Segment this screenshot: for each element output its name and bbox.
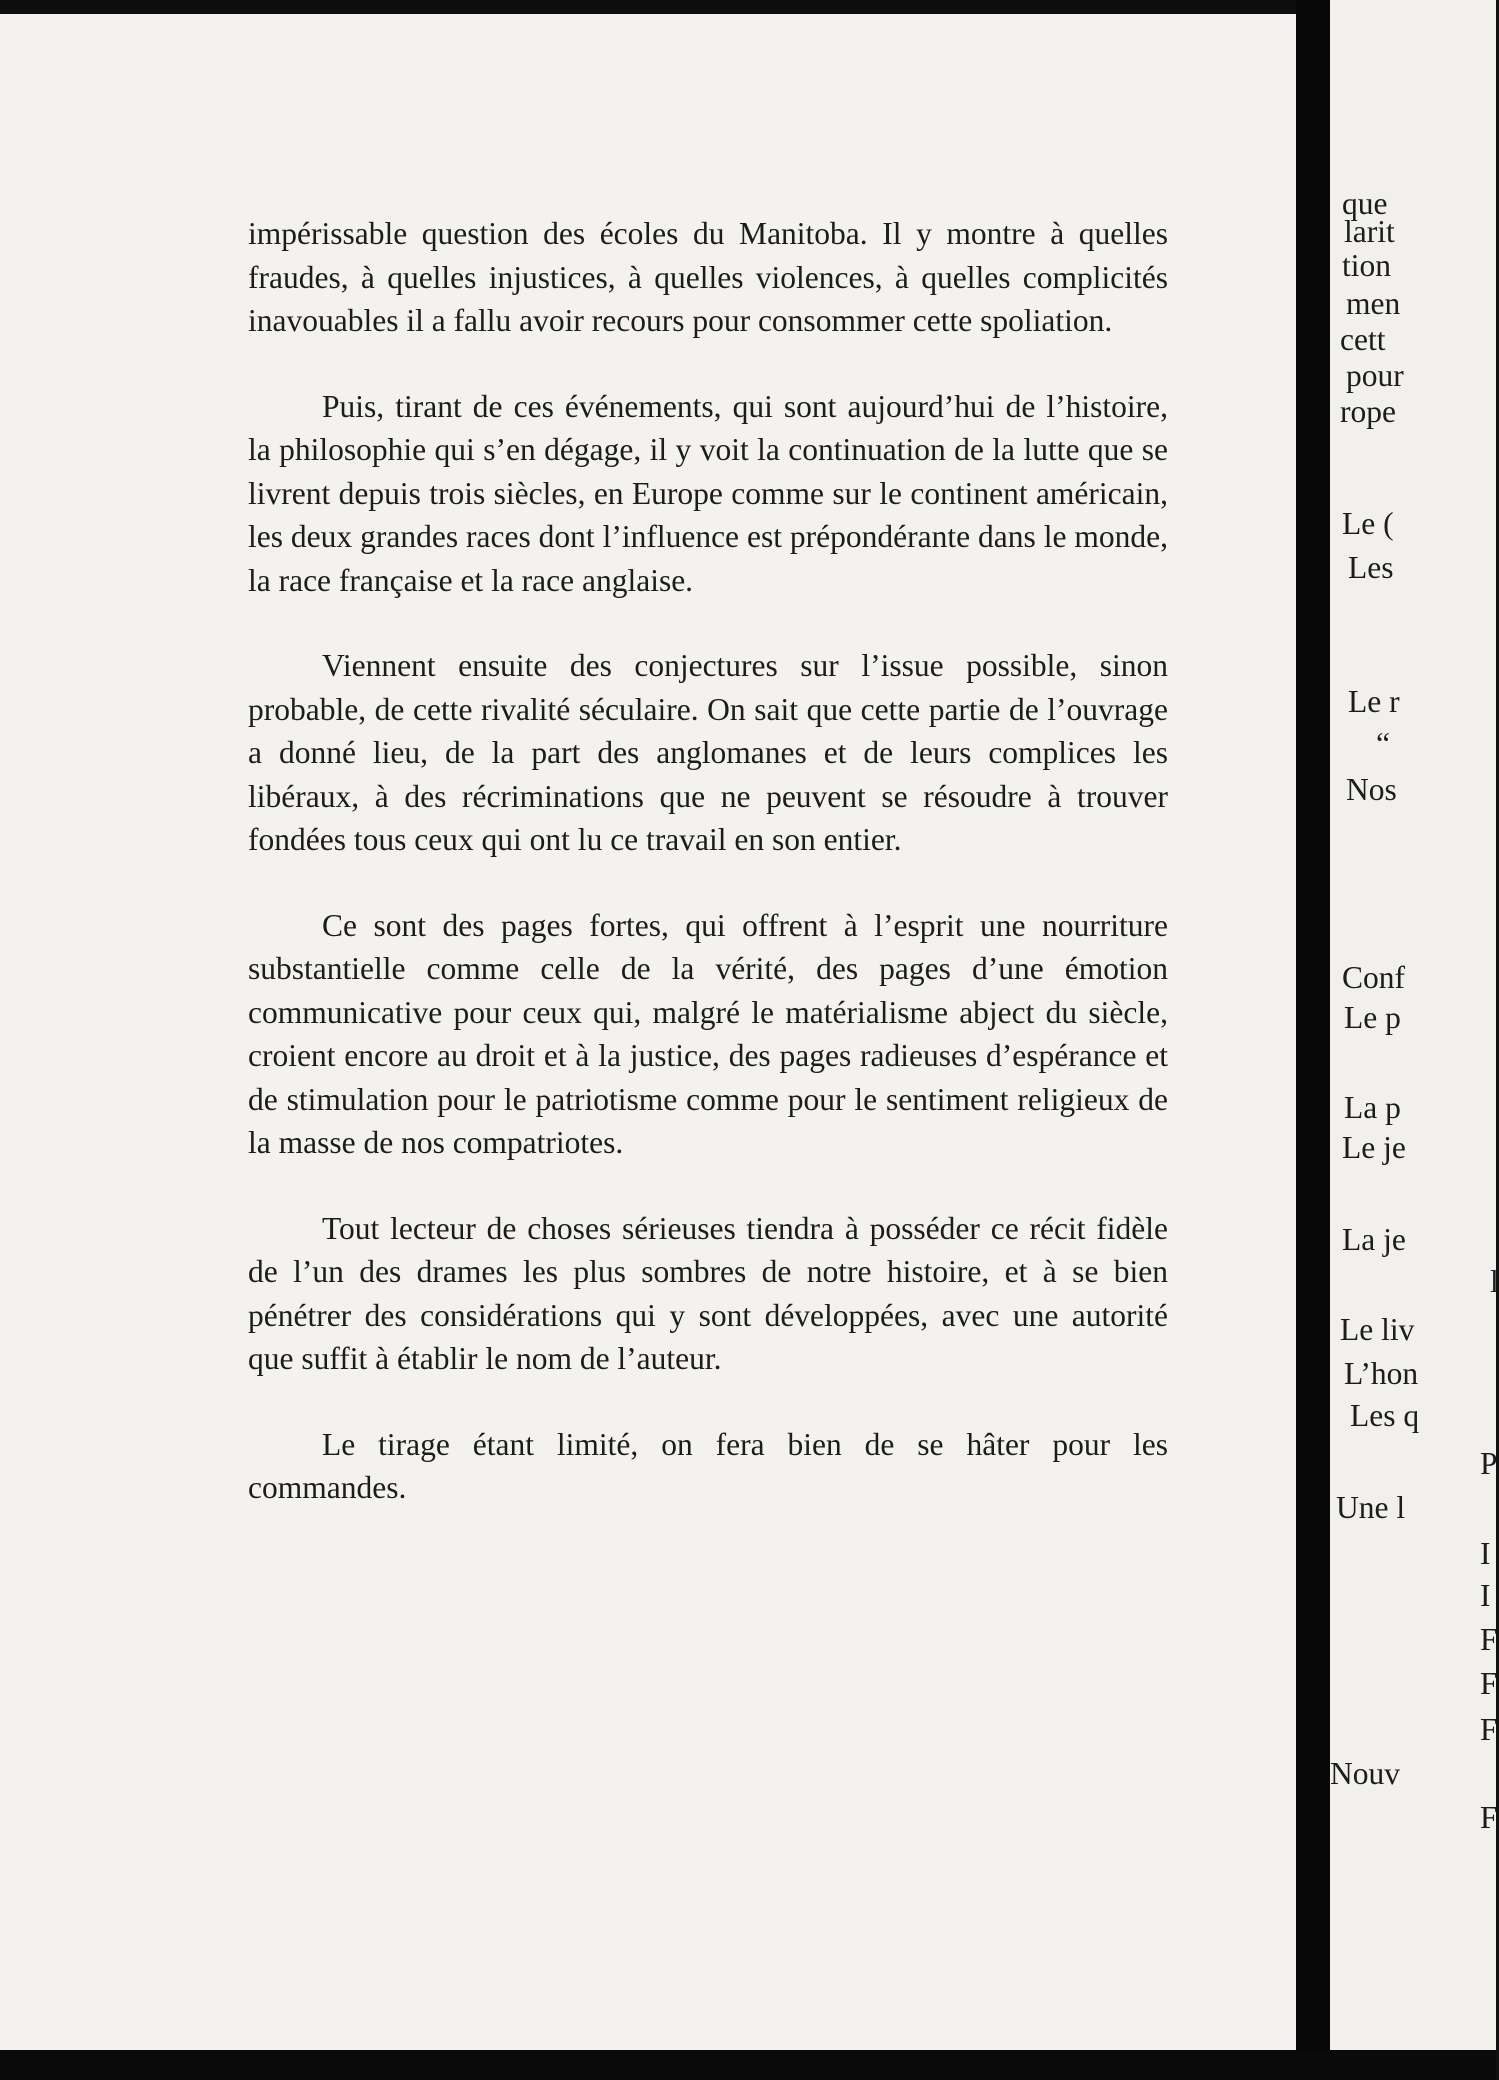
book-gutter <box>1296 0 1330 2080</box>
paragraph-5: Tout lecteur de choses sérieuses tiendra à posséder ce récit fidèle de l’un des drames les plus sombres de notre histoire, et à se bien pénétrer des considérations qui y sont développées, avec une autorité que suffit à établir le nom de l’auteur. <box>248 1210 1168 1376</box>
paragraph-1: impérissable question des écoles du Manitoba. Il y montre à quelles fraudes, à quelles injustices, à quelles violences, à quelles complicités inavouables il a fallu avoir recours pour consommer cette spoliation. <box>248 216 1168 338</box>
left-page <box>0 14 1296 2050</box>
right-fragment: L’hon <box>1344 1356 1419 1391</box>
right-fragment: “ <box>1376 726 1390 761</box>
right-fragment: Le je <box>1342 1130 1406 1165</box>
right-fragment: F <box>1480 1800 1498 1835</box>
paragraph-2: Puis, tirant de ces événements, qui sont aujourd’hui de l’histoire, la philosophie qui s’en dégage, il y voit la continuation de la lutte que se livrent depuis trois siècles, en Europe comme sur le continent américain, les deux grandes races dont l’influence est prépondérante dans le monde, la race française et la race anglaise. <box>248 388 1168 598</box>
right-fragment: I <box>1480 1578 1491 1613</box>
right-fragment: Nos <box>1346 772 1397 807</box>
right-fragment: F <box>1480 1622 1498 1657</box>
right-fragment: F <box>1480 1712 1498 1747</box>
right-fragment: men <box>1346 286 1401 321</box>
paragraph-3: Viennent ensuite des conjectures sur l’issue possible, sinon probable, de cette rivalité séculaire. On sait que cette partie de l’ouvrage a donné lieu, de la part des anglomanes et de leurs complices les libéraux, à des récriminations que ne peuvent se résoudre à trouver fondées tous ceux qui ont lu ce travail en son entier. <box>248 648 1168 857</box>
right-fragment: rope <box>1340 394 1396 429</box>
right-fragment: cett <box>1340 322 1386 357</box>
right-fragment: Le p <box>1344 1000 1401 1035</box>
right-fragment: l <box>1490 1264 1499 1299</box>
right-fragment: Conf <box>1342 960 1405 995</box>
paragraph-6: Le tirage étant limité, on fera bien de se hâter pour les commandes. <box>248 1426 1168 1505</box>
scan-bottom-edge <box>0 2050 1496 2080</box>
right-fragment: F <box>1480 1666 1498 1701</box>
right-fragment: P <box>1480 1446 1498 1481</box>
right-fragment: I <box>1480 1536 1491 1571</box>
right-fragment: Nouv <box>1330 1756 1400 1791</box>
right-fragment: Le r <box>1348 684 1400 719</box>
right-fragment: que <box>1342 186 1388 221</box>
left-page-text <box>248 212 1168 1552</box>
right-fragment: tion <box>1342 248 1392 283</box>
right-page-text <box>1330 0 1499 2050</box>
right-fragment: pour <box>1346 358 1404 393</box>
right-fragment: Les q <box>1350 1398 1420 1433</box>
right-page <box>1330 0 1499 2050</box>
right-fragment: larit <box>1344 214 1395 249</box>
right-fragment: Le ( <box>1342 506 1394 541</box>
right-fragment: Le liv <box>1340 1312 1415 1347</box>
right-fragment: Une l <box>1336 1490 1406 1525</box>
right-fragment: La je <box>1342 1222 1406 1257</box>
paragraph-4: Ce sont des pages fortes, qui offrent à l’esprit une nourriture substantielle comme celle de la vérité, des pages d’une émotion communicative pour ceux qui, malgré le matérialisme abject du siècle, croient encore au droit et à la justice, des pages radieuses d’espérance et de stimulation pour le patriotisme comme pour le sentiment religieux de la masse de nos compatriotes. <box>248 907 1168 1160</box>
right-fragment: Les <box>1348 550 1394 585</box>
right-fragment: La p <box>1344 1090 1401 1125</box>
